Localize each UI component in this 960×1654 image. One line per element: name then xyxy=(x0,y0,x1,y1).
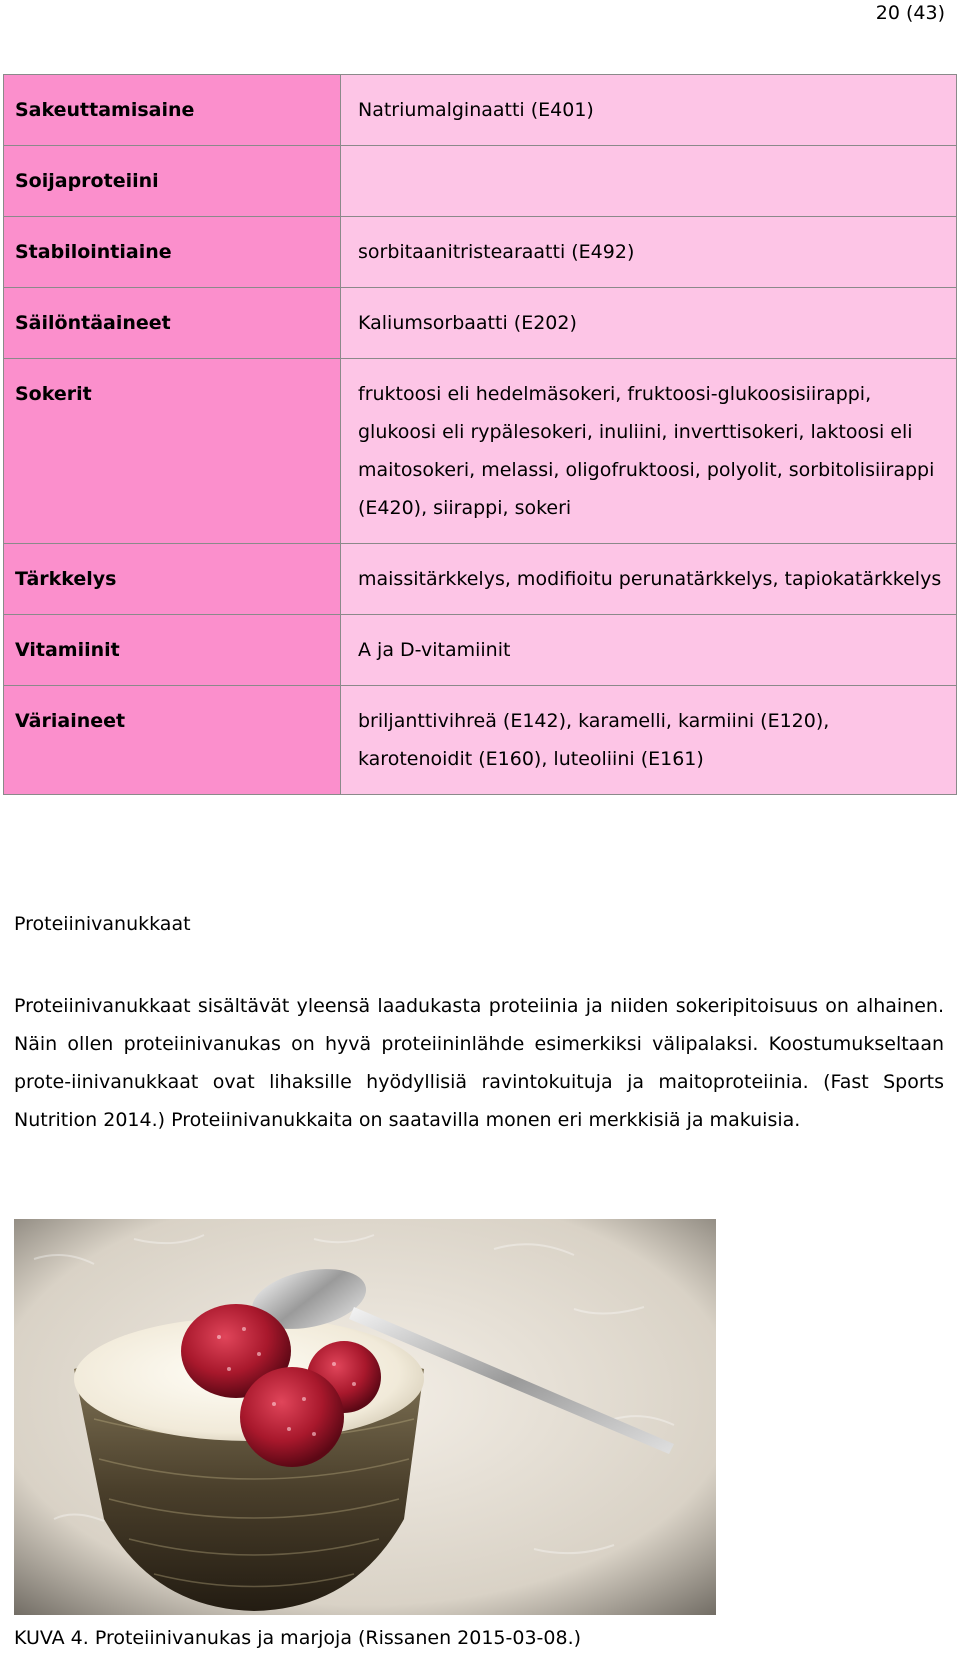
table-row xyxy=(4,544,957,615)
row-label: Sakeuttamisaine xyxy=(4,75,341,146)
table-row xyxy=(4,359,957,544)
section-heading: Proteiinivanukkaat xyxy=(14,913,191,935)
table-row xyxy=(4,288,957,359)
row-label: Säilöntäaineet xyxy=(4,288,341,359)
row-value: A ja D-vitamiinit xyxy=(341,615,957,686)
table-row xyxy=(4,615,957,686)
ingredients-table xyxy=(3,74,957,795)
figure-caption: KUVA 4. Proteiinivanukas ja marjoja (Rissanen 2015-03-08.) xyxy=(14,1627,582,1649)
row-value: Kaliumsorbaatti (E202) xyxy=(341,288,957,359)
table-row xyxy=(4,686,957,795)
row-label: Tärkkelys xyxy=(4,544,341,615)
row-value: Natriumalginaatti (E401) xyxy=(341,75,957,146)
row-value: briljanttivihreä (E142), karamelli, karmiini (E120), karotenoidit (E160), luteoliini (E161) xyxy=(341,686,957,795)
row-value: fruktoosi eli hedelmäsokeri, fruktoosi-glukoosisiirappi, glukoosi eli rypälesokeri, inuliini, inverttisokeri, laktoosi eli maitosokeri, melassi, oligofruktoosi, polyolit, sorbitolisiirappi (E420), siirappi, sokeri xyxy=(341,359,957,544)
row-label: Stabilointiaine xyxy=(4,217,341,288)
row-label: Sokerit xyxy=(4,359,341,544)
pudding-photo xyxy=(14,1219,716,1615)
page-number: 20 (43) xyxy=(875,2,945,24)
body-paragraph: Proteiinivanukkaat sisältävät yleensä laadukasta proteiinia ja niiden sokeripitoisuus on alhainen. Näin ollen proteiinivanukas on hyvä proteiininlähde esimerkiksi välipalaksi. Koostumukseltaan prote-iinivanukkaat ovat lihaksille hyödyllisiä ravintokuituja ja maitoproteiinia. (Fast Sports Nutrition 2014.) Proteiinivanukkaita on saatavilla monen eri merkkisiä ja makuisia. xyxy=(14,995,944,1131)
row-value: maissitärkkelys, modifioitu perunatärkkelys, tapiokatärkkelys xyxy=(341,544,957,615)
table-row xyxy=(4,75,957,146)
row-value xyxy=(341,146,957,217)
table-row xyxy=(4,146,957,217)
pudding-illustration xyxy=(14,1219,716,1615)
row-label: Väriaineet xyxy=(4,686,341,795)
row-value: sorbitaanitristearaatti (E492) xyxy=(341,217,957,288)
row-label: Vitamiinit xyxy=(4,615,341,686)
table-row xyxy=(4,217,957,288)
row-label: Soijaproteiini xyxy=(4,146,341,217)
